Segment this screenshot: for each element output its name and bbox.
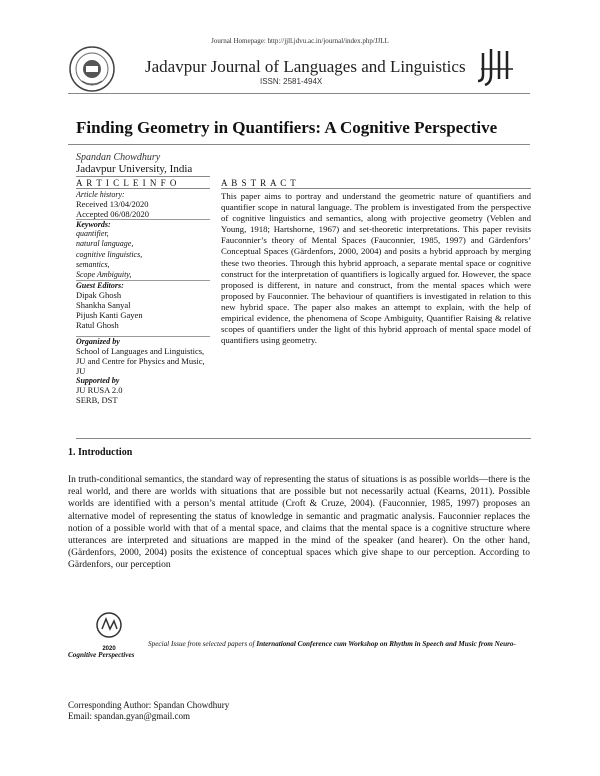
keyword-item: Scope Ambiguity, — [76, 270, 132, 280]
conference-name: International Conference cum Workshop on Rhythm in Speech and Music from Neuro-Cognitive Perspectives — [68, 640, 516, 659]
jjll-logo — [478, 45, 514, 89]
article-info-panel — [76, 190, 216, 405]
accepted-date: Accepted 06/08/2020 — [76, 209, 149, 219]
paper-title: Finding Geometry in Quantifiers: A Cognitive Perspective — [76, 118, 498, 137]
guest-editor: Dipak Ghosh — [76, 290, 122, 301]
author-name: Spandan Chowdhury — [76, 152, 161, 163]
front-matter-divider — [76, 438, 531, 439]
supported-by-label: Supported by — [76, 376, 120, 386]
corresponding-author-block — [68, 700, 229, 722]
keyword-item: cognitive linguistics, — [76, 249, 143, 259]
guest-editor: Shankha Sanyal — [76, 300, 131, 311]
abstract-heading: A B S T R A C T — [221, 178, 297, 188]
section-heading: 1. Introduction — [68, 447, 133, 458]
received-date: Received 13/04/2020 — [76, 199, 149, 209]
organized-by: School of Languages and Linguistics, JU and Centre for Physics and Music, JU — [76, 346, 205, 377]
keyword-item: natural language, — [76, 239, 134, 249]
conference-logo-year: 2020 — [102, 646, 116, 652]
guest-editor: Ratul Ghosh — [76, 320, 119, 331]
title-divider — [68, 144, 530, 145]
article-info-heading: A R T I C L E I N F O — [76, 178, 178, 188]
affiliation-divider — [76, 176, 210, 177]
introduction-text: In truth-conditional semantics, the standard way of representing the status of situations is as possible worlds—there is the real world, and there are worlds with situations that are possible but not necessarily actual (Kearns, 2011). Possible worlds are identified with a person’s mental attitude (Croft & Cruze, 2004). (Fauconnier, 1985, 1997) proposes an alternative model of representing the status of knowledge in semantic and pragmatic analysis. Fauconnier replaces the notion of a possible world with that of a mental space, and claims that the mental space is a cognitive structure where utterances are interpreted and situations are mapped in the mind of the speaker (and hearer). On the other hand, (Gärdenfors, 2000, 2004) posits the existence of conceptual spaces which give shape to our perception. According to Gärdenfors, our perception — [68, 475, 530, 571]
history-label: Article history: — [76, 190, 125, 199]
keywords-label: Keywords: — [76, 220, 111, 229]
header-divider — [68, 93, 530, 94]
special-issue-prefix: Special Issue from selected papers of — [148, 640, 257, 648]
supporter: JU RUSA 2.0 — [76, 385, 123, 396]
keyword-item: semantics, — [76, 259, 110, 269]
organized-by-label: Organized by — [76, 337, 120, 347]
abstract-divider — [221, 188, 531, 189]
abstract-text: This paper aims to portray and understand the geometric nature of quantifiers and quantifier scope in natural language. The problem is investigated from the perspective of cognitive linguistics and semantics, along with projective geometry (Veblen and Young, 1918; Hartshorne, 1967) and set-theoretic interpretations. This paper revisits Fauconnier’s theory of Mental Spaces (Fauconnier, 1985, 1997) and Gärdenfors’ Conceptual Spaces (Gärdenfors, 2000, 2004) and posits a hybrid approach by merging these two theories. Through this hybrid approach, a separate mental space or cognitive construct for the interpretation of quantifiers is logically argued for. However, the space proposed is different, in nature and construct, from the mental spaces which were proposed by Fauconnier. The behaviour of quantifiers is investigated in relation to this new hybrid space. The paper also makes an attempt to explain, with the help of empirical evidence, the phenomena of Scope Ambiguity, Quantifier Raising & relative scopes of quantifiers under the light of this hybrid approach of mental space model of quantifiers using geometry. — [221, 191, 531, 346]
corresponding-author: Corresponding Author: Spandan Chowdhury — [68, 700, 230, 710]
special-issue-note — [68, 639, 538, 661]
journal-homepage-link[interactable]: Journal Homepage: http://jjll.jdvu.ac.in/journal/index.php/JJLL — [211, 37, 389, 45]
university-seal-logo — [68, 45, 116, 93]
author-email[interactable]: Email: spandan.gyan@gmail.com — [68, 711, 191, 721]
guest-editors-label: Guest Editors: — [76, 281, 124, 291]
journal-name: Jadavpur Journal of Languages and Linguistics — [145, 57, 466, 76]
issn: ISSN: 2581-494X — [260, 77, 323, 86]
supporter: SERB, DST — [76, 395, 118, 406]
article-info-divider — [76, 188, 210, 189]
guest-editor: Pijush Kanti Gayen — [76, 310, 143, 321]
author-affiliation: Jadavpur University, India — [76, 163, 193, 175]
keyword-item: quantifier, — [76, 229, 109, 238]
